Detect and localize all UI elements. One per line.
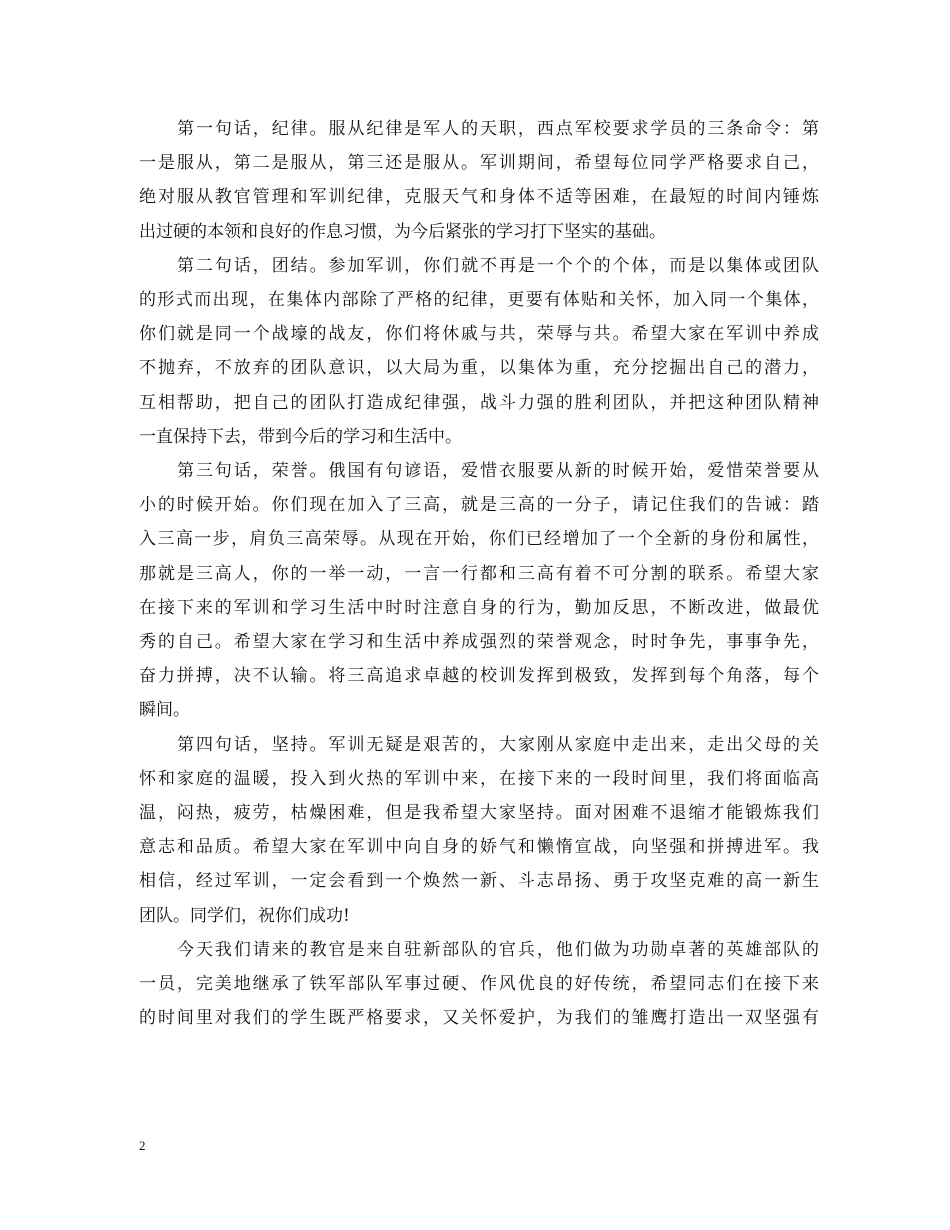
text-line: 第二句话，团结。参加军训，你们就不再是一个个的个体，而是以集体或团队 [177, 255, 819, 276]
text-line: 相信，经过军训，一定会看到一个焕然一新、斗志昂扬、勇于攻坚克难的高一新生 [139, 871, 819, 892]
text-line: 一员，完美地继承了铁军部队军事过硬、作风优良的好传统，希望同志们在接下来 [139, 974, 819, 995]
paragraph-instructors [139, 933, 819, 1036]
page-number: 2 [139, 1138, 146, 1153]
text-line: 第四句话，坚持。军训无疑是艰苦的，大家刚从家庭中走出来，走出父母的关 [177, 734, 819, 755]
text-line: 出过硬的本领和良好的作息习惯，为今后紧张的学习打下坚实的基础。 [139, 221, 666, 242]
document-body [139, 112, 819, 1035]
text-line: 第三句话，荣誉。俄国有句谚语，爱惜衣服要从新的时候开始，爱惜荣誉要从 [177, 461, 819, 482]
paragraph-honor [139, 454, 819, 728]
text-line: 的时间里对我们的学生既严格要求，又关怀爱护，为我们的雏鹰打造出一双坚强有 [139, 1008, 819, 1029]
text-line: 意志和品质。希望大家在军训中向自身的娇气和懒惰宣战，向坚强和拼搏进军。我 [139, 837, 819, 858]
text-line: 团队。同学们，祝你们成功! [139, 905, 350, 926]
text-line: 在接下来的军训和学习生活中时时注意自身的行为，勤加反思，不断改进，做最优 [139, 597, 819, 618]
text-line: 不抛弃，不放弃的团队意识，以大局为重，以集体为重，充分挖掘出自己的潜力， [139, 358, 819, 379]
text-line: 那就是三高人，你的一举一动，一言一行都和三高有着不可分割的联系。希望大家 [139, 563, 819, 584]
text-line: 怀和家庭的温暖，投入到火热的军训中来，在接下来的一段时间里，我们将面临高 [139, 768, 819, 789]
paragraph-persistence [139, 728, 819, 933]
text-line: 一直保持下去，带到今后的学习和生活中。 [139, 426, 462, 447]
text-line: 温，闷热，疲劳，枯燥困难，但是我希望大家坚持。面对困难不退缩才能锻炼我们 [139, 803, 819, 824]
text-line: 一是服从，第二是服从，第三还是服从。军训期间，希望每位同学严格要求自己， [139, 153, 819, 174]
paragraph-discipline [139, 112, 819, 249]
text-line: 绝对服从教官管理和军训纪律，克服天气和身体不适等困难，在最短的时间内锤炼 [139, 187, 819, 208]
text-line: 你们就是同一个战壕的战友，你们将休戚与共，荣辱与共。希望大家在军训中养成 [139, 324, 819, 345]
text-line: 今天我们请来的教官是来自驻新部队的官兵，他们做为功勋卓著的英雄部队的 [177, 939, 819, 960]
text-line: 秀的自己。希望大家在学习和生活中养成强烈的荣誉观念，时时争先，事事争先， [139, 632, 819, 653]
text-line: 小的时候开始。你们现在加入了三高，就是三高的一分子，请记住我们的告诫：踏 [139, 495, 819, 516]
text-line: 奋力拼搏，决不认输。将三高追求卓越的校训发挥到极致，发挥到每个角落，每个 [139, 666, 819, 687]
text-line: 的形式而出现，在集体内部除了严格的纪律，更要有体贴和关怀，加入同一个集体， [139, 290, 819, 311]
text-line: 入三高一步，肩负三高荣辱。从现在开始，你们已经增加了一个全新的身份和属性， [139, 529, 819, 550]
text-line: 瞬间。 [139, 700, 190, 721]
text-line: 第一句话，纪律。服从纪律是军人的天职，西点军校要求学员的三条命令：第 [177, 119, 819, 139]
text-line: 互相帮助，把自己的团队打造成纪律强，战斗力强的胜利团队，并把这种团队精神 [139, 392, 819, 413]
paragraph-unity [139, 249, 819, 454]
